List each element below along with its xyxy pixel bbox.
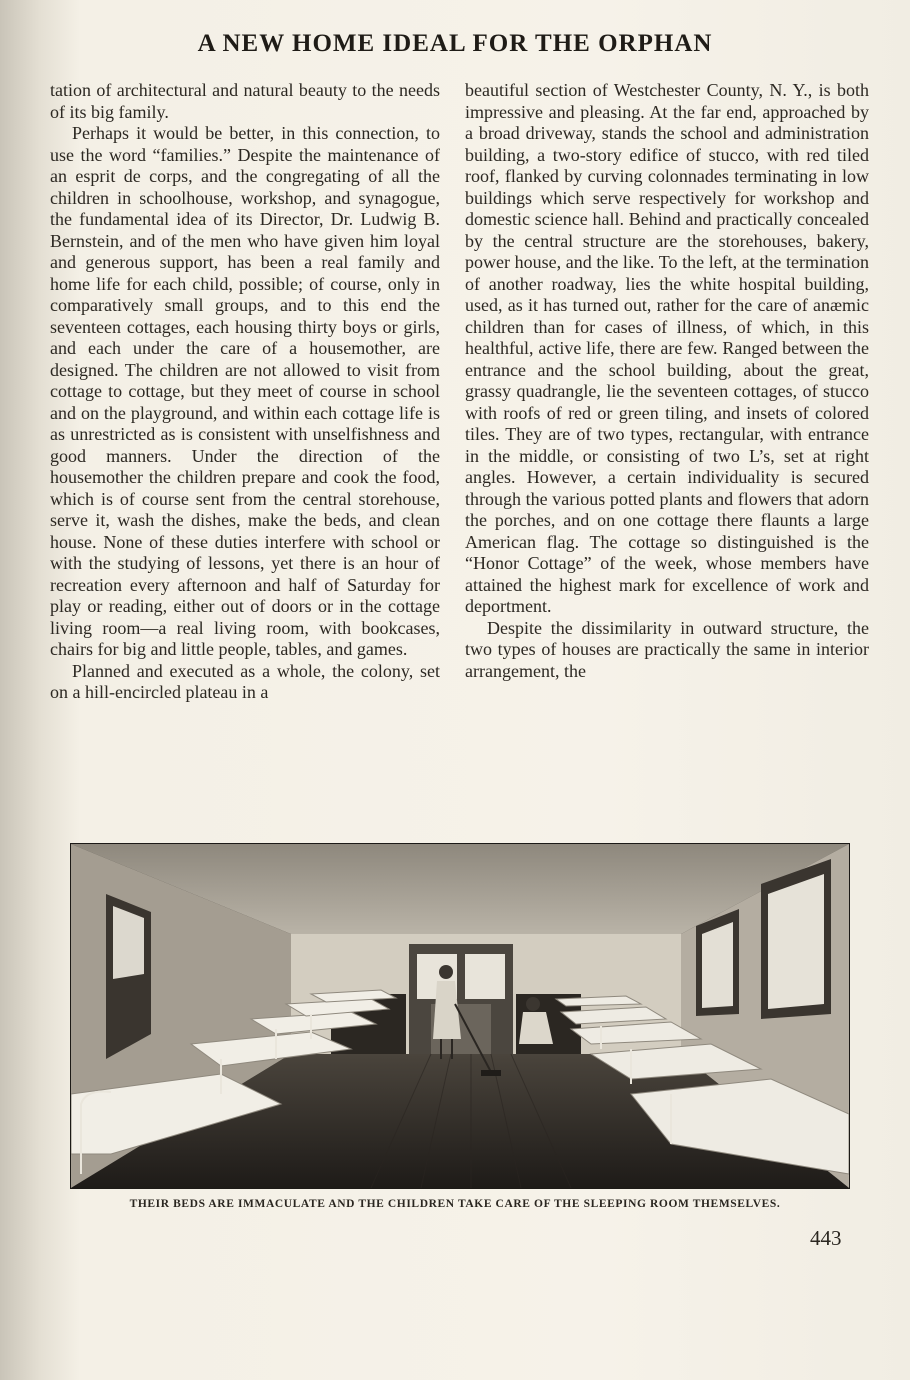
left-paragraph-3: Planned and executed as a whole, the colony, set on a hill-encircled plateau in a xyxy=(50,660,440,702)
running-head: A NEW HOME IDEAL FOR THE ORPHAN xyxy=(197,30,713,57)
left-column xyxy=(50,80,440,704)
right-column xyxy=(465,80,869,682)
dormitory-photo-illustration xyxy=(71,844,849,1188)
dormitory-photo xyxy=(70,843,850,1189)
left-paragraph-2: Perhaps it would be better, in this connection, to use the word “families.” Despite the maintenance of an esprit de corps, and the congregating of all the children in schoolhouse, workshop, and synagogue, the fundamental idea of its Director, Dr. Ludwig B. Bernstein, and of the men who have given him loyal and generous support, has been a real family and home life for each child, possible; of course, only in comparatively small groups, and to this end the seventeen cottages, each housing thirty boys or girls, and each under the care of a housemother, are designed. The children are not allowed to visit from cottage to cottage, but they meet of course in school and on the playground, and within each cottage life is as unrestricted as is consistent with unselfishness and good manners. Under the direction of the housemother the children prepare and cook the food, which is of course sent from the central storehouse, serve it, wash the dishes, make the beds, and clean house. None of these duties interfere with school or with the studying of lessons, yet there is an hour of recreation every afternoon and half of Saturday for play or reading, either out of doors or in the cottage living room—a real living room, with bookcases, chairs for big and little people, tables, and games. xyxy=(50,123,440,659)
photo-caption: THEIR BEDS ARE IMMACULATE AND THE CHILDREN TAKE CARE OF THE SLEEPING ROOM THEMSELVES. xyxy=(129,1198,781,1210)
page-number: 443 xyxy=(810,1226,842,1250)
right-paragraph-2: Despite the dissimilarity in outward structure, the two types of houses are practically the same in interior arrangement, the xyxy=(465,617,869,681)
left-paragraph-1: tation of architectural and natural beauty to the needs of its big family. xyxy=(50,80,440,122)
right-paragraph-1: beautiful section of Westchester County, N. Y., is both impressive and pleasing. At the far end, approached by a broad driveway, stands the school and administration building, a two-story edifice of stucco, with red tiled roof, flanked by curving colonnades terminating in low buildings which serve respectively for workshop and domestic science hall. Behind and practically concealed by the central structure are the storehouses, bakery, power house, and the like. To the left, at the termination of another roadway, lies the white hospital building, used, as it has turned out, rather for the care of anæmic children than for cases of illness, of which, in this healthful, active life, there are few. Ranged between the entrance and the school building, about the great, grassy quadrangle, lie the seventeen cottages, of stucco with roofs of red or green tiling, and insets of colored tiles. They are of two types, rectangular, with entrance in the middle, or consisting of two L’s, set at right angles. However, a certain individuality is secured through the various potted plants and flowers that adorn the porches, and on one cottage there flaunts a large American flag. The cottage so distinguished is the “Honor Cottage” of the week, whose members have attained the highest mark for excellence of work and deportment. xyxy=(465,80,869,616)
